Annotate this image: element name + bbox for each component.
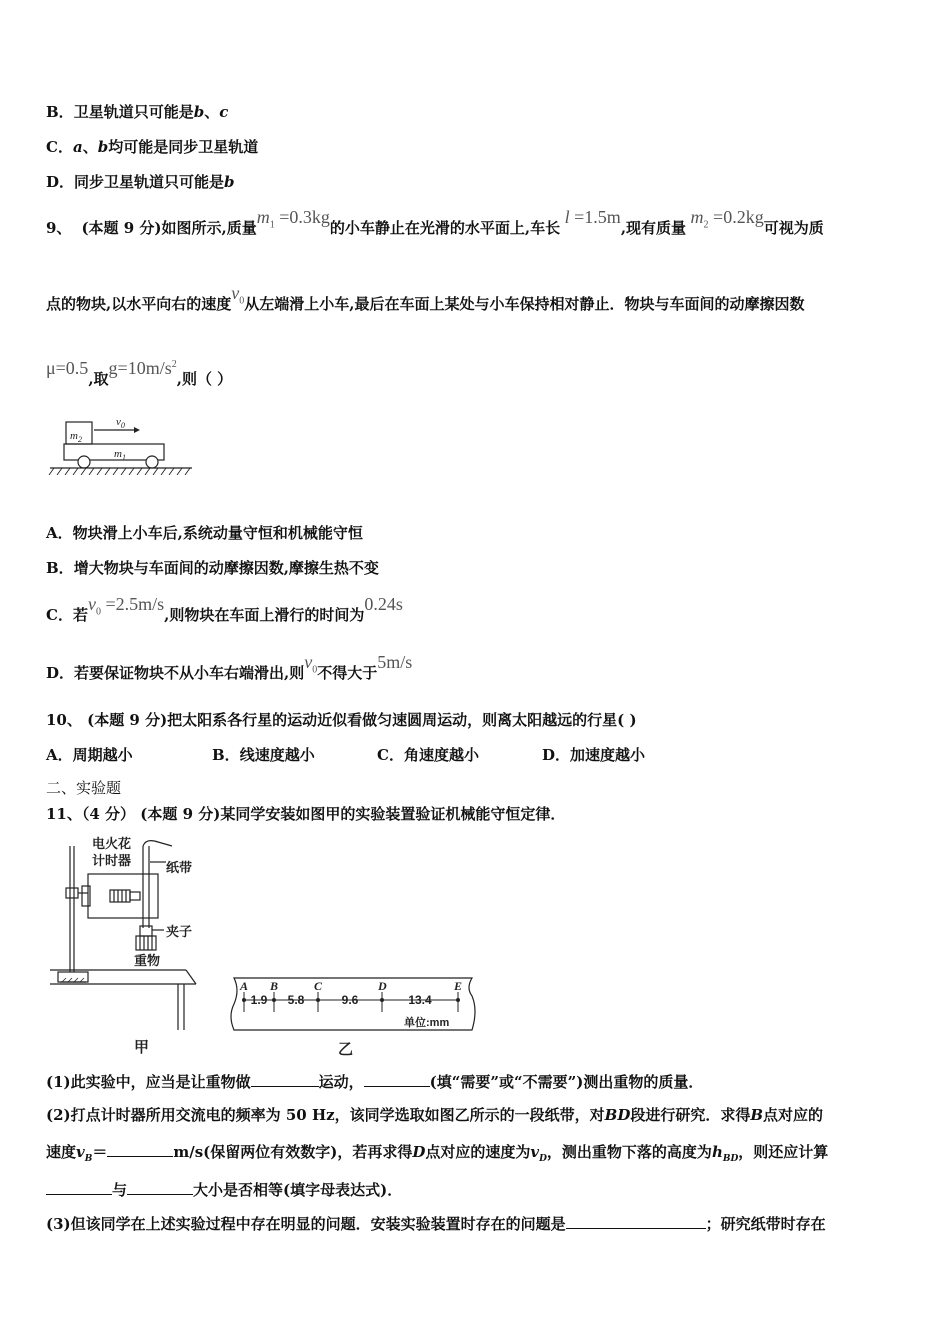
weight-label: 重物 <box>134 953 161 968</box>
q10-option-a: A．周期越小 <box>46 746 133 764</box>
max-velocity: 5m/s <box>377 652 413 672</box>
q9-text: 从左端滑上小车,最后在车面上某处与小车保持相对静止．物块与车面间的动摩擦因数 <box>244 295 805 313</box>
l-formula: l =1.5m <box>564 207 621 227</box>
tape-figure <box>228 972 478 1062</box>
q9-text: ,取 <box>88 370 109 388</box>
tape-point-label: C <box>314 979 323 993</box>
tape-dot <box>456 998 460 1002</box>
option-text: 若要保证物块不从小车右端滑出,则 <box>74 664 305 682</box>
answer-blank[interactable] <box>251 1072 319 1087</box>
question-number: 9、 <box>46 219 72 237</box>
sep: 、 <box>204 103 220 121</box>
tape-dot <box>316 998 320 1002</box>
time-value: 0.24s <box>364 594 403 614</box>
tape-distance-label: 13.4 <box>408 993 432 1007</box>
option-label: A． <box>46 524 73 542</box>
option-label: C． <box>46 138 73 156</box>
mu-formula: μ=0.5 <box>46 358 89 378</box>
q11-part1: (1)此实验中，应当是让重物做 运动， (填“需要”或“不需要”)测出重物的质量． <box>46 1073 704 1091</box>
q9-option-c <box>46 594 403 628</box>
v0-label: $v_0$ <box>116 416 125 430</box>
tape-distance-label: 1.9 <box>250 993 268 1007</box>
q9-line3 <box>46 358 233 389</box>
var-c: c <box>219 103 229 121</box>
timer-label-2: 计时器 <box>92 853 132 868</box>
tape-point-label: B <box>270 979 279 993</box>
answer-blank[interactable] <box>46 1180 112 1195</box>
q9-line2 <box>46 283 805 317</box>
q8-option-d <box>46 171 235 192</box>
q9-text: 的小车静止在光滑的水平面上,车长 <box>329 219 561 237</box>
option-label: D． <box>46 664 75 682</box>
apparatus-figure <box>46 832 206 1062</box>
q8-option-b <box>46 101 228 122</box>
option-label: D． <box>46 173 75 191</box>
section-title: 二、实验题 <box>46 779 122 797</box>
unit-label: 单位:mm <box>404 1017 450 1029</box>
q9-text: (本题 9 分)如图所示,质量 <box>81 219 257 237</box>
answer-blank[interactable] <box>566 1214 706 1229</box>
q9-option-b <box>46 557 379 578</box>
option-text: ,则物块在车面上滑行的时间为 <box>164 606 365 624</box>
var-b: b <box>224 173 235 191</box>
tape-dot <box>380 998 384 1002</box>
cart-figure <box>46 410 196 480</box>
q11-stem <box>46 803 565 824</box>
q10-option-d: D．加速度越小 <box>542 746 646 764</box>
q9-text: 可视为质 <box>763 219 824 237</box>
answer-blank[interactable] <box>107 1142 173 1157</box>
q9-option-d <box>46 652 413 686</box>
option-label: B． <box>46 103 74 121</box>
cart-wheel <box>146 456 158 468</box>
var-a: a <box>72 138 83 156</box>
tape-point-label: A <box>240 979 249 993</box>
q9-text: ,现有质量 <box>620 219 687 237</box>
q11-part3: (3)但该同学在上述实验过程中存在明显的问题．安装实验装置时存在的问题是 ；研究纸带时存在 <box>46 1215 826 1233</box>
clip-label: 夹子 <box>166 924 193 939</box>
q11-text: 11、（4 分） (本题 9 分)某同学安装如图甲的实验装置验证机械能守恒定律． <box>46 805 566 823</box>
answer-blank[interactable] <box>364 1072 430 1087</box>
q9-text: ,则（ ） <box>176 370 233 388</box>
v0-formula: $v_0 =2.5m/s$ <box>87 594 165 618</box>
option-label: C． <box>46 606 73 624</box>
figure-caption-yi: 乙 <box>338 1041 354 1058</box>
answer-blank[interactable] <box>127 1180 193 1195</box>
v0-symbol: $v_0$ <box>231 283 245 307</box>
option-text: 同步卫星轨道只可能是 <box>74 173 225 191</box>
tape-point-label: D <box>378 979 387 993</box>
q10-stem <box>46 709 637 730</box>
q11-part2-cont: 速度$v_B= m/s$(保留两位有效数字)，若再求得D点对应的速度为$v_D$，测出重物下落的高度为$h_{BD}$，则还应计算 <box>46 1143 829 1164</box>
option-text: 卫星轨道只可能是 <box>73 103 194 121</box>
cart-wheel <box>78 456 90 468</box>
q10-text: 10、 (本题 9 分)把太阳系各行星的运动近似看做匀速圆周运动，则离太阳越远的行星( ) <box>46 711 637 729</box>
cart-m1-label: $m_1$ <box>114 448 126 462</box>
option-text: 物块滑上小车后,系统动量守恒和机械能守恒 <box>72 524 363 542</box>
q9-text: 点的物块,以水平向右的速度 <box>46 295 232 313</box>
q9-line1 <box>46 207 824 241</box>
q11-part2-end: 与 大小是否相等(填字母表达式)． <box>46 1179 402 1200</box>
tape-dot <box>242 998 246 1002</box>
tape-label: 纸带 <box>166 860 193 875</box>
var-b: b <box>193 103 205 121</box>
v0-symbol: $v_0$ <box>304 652 318 676</box>
q10-option-c: C．角速度越小 <box>377 746 479 764</box>
q11-part2: (2)打点计时器所用交流电的频率为 50 Hz，该同学选取如图乙所示的一段纸带，对BD段进行研究．求得B点对应的 <box>46 1106 824 1124</box>
timer-label-1: 电火花 <box>92 836 132 851</box>
tape-point-label: E <box>454 979 463 993</box>
tape-distance-label: 9.6 <box>341 993 359 1007</box>
g-formula: $g=10m/s^2$ <box>108 358 177 378</box>
option-text: 不得大于 <box>317 664 378 682</box>
q8-option-c <box>46 136 258 157</box>
block-m2-label: $m_2$ <box>70 430 82 444</box>
tape-dot <box>272 998 276 1002</box>
m2-formula: $m_2 =0.2kg$ <box>690 207 764 231</box>
option-text: 增大物块与车面间的动摩擦因数,摩擦生热不变 <box>73 559 379 577</box>
option-label: B． <box>46 559 74 577</box>
figure-caption-jia: 甲 <box>134 1039 150 1056</box>
tape-distance-label: 5.8 <box>287 993 305 1007</box>
option-text: 若 <box>72 606 88 624</box>
sep: 、 <box>82 138 98 156</box>
var-b: b <box>97 138 109 156</box>
q10-option-b: B．线速度越小 <box>212 746 315 764</box>
m1-formula: $m_1 =0.3kg$ <box>256 207 330 231</box>
option-text: 均可能是同步卫星轨道 <box>108 138 259 156</box>
q9-option-a <box>46 522 363 543</box>
